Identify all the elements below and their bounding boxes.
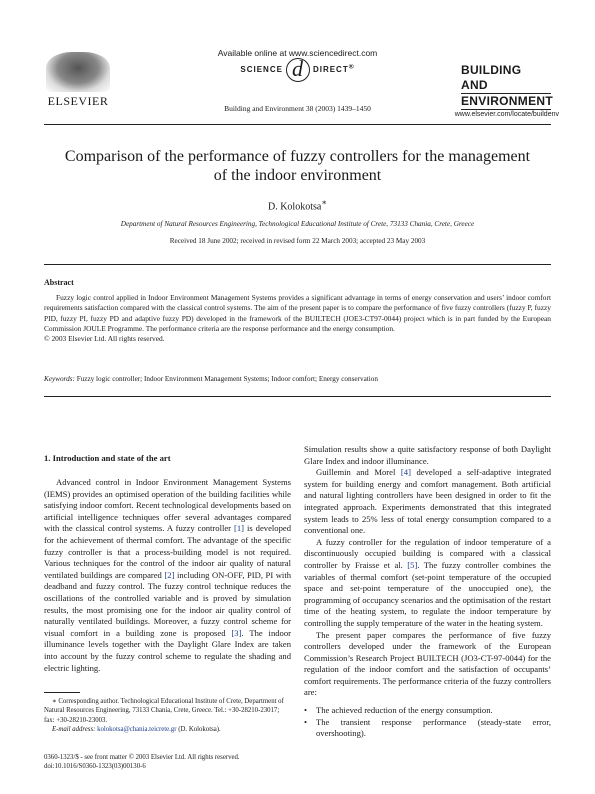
sd-left: SCIENCE [240,65,283,75]
email-link[interactable]: kolokotsa@chania.teicrete.gr [97,726,177,734]
elsevier-logo [44,52,112,109]
email-label: E-mail address: [52,726,96,734]
paragraph-continued: Simulation results show a quite satisfactory response of both Daylight Glare Index and indoor illuminance. [304,444,551,466]
keywords-list: Fuzzy logic controller; Indoor Environment Management Systems; Indoor comfort; Energy conservation [76,375,378,383]
citation-link[interactable]: [1] [234,523,245,534]
text-span: is developed for the achievement of thermal comfort. The advantage of the specific fuzzy controller is that a process-building model is not required. Various techniques for the control of the indoor air quality of natural ventilated buildings are compared [44,523,291,580]
journal-url[interactable]: www.elsevier.com/locate/buildenv [454,111,559,118]
section-heading: 1. Introduction and state of the art [44,453,171,463]
elsevier-tree-icon [46,52,110,92]
journal-logo-line1: BUILDING AND [461,63,551,94]
footnote [44,697,291,735]
keywords-label: Keywords: [44,375,75,383]
bullet-item: • The achieved reduction of the energy consumption. [304,705,551,717]
footnote-email-line [44,725,291,734]
journal-logo [461,63,553,108]
abstract-copyright: © 2003 Elsevier Ltd. All rights reserved. [44,334,165,344]
abstract-divider-bottom [44,396,551,397]
author-name: D. Kolokotsa [267,201,322,213]
doi-line[interactable]: doi:10.1016/S0360-1323(03)00130-6 [44,763,146,771]
footnote-divider [44,692,80,693]
author-line [0,197,595,212]
journal-logo-line2: ENVIRONMENT [461,94,553,108]
available-online-line: Available online at www.sciencedirect.com [217,48,378,58]
bullet-item: • The transient response performance (steady-state error, overshooting). [304,717,551,740]
header-divider [44,124,551,125]
sd-tm: ® [348,63,355,71]
text-span: A fuzzy controller for the regulation of indoor temperature of a discontinuously occupied building is compared with a classical controller by Fraisse et al. [304,536,551,570]
keywords [44,375,378,383]
paragraph-2 [304,467,551,537]
citation-link[interactable]: [5] [407,559,418,570]
citation-link[interactable]: [3] [231,627,242,638]
text-span: . The fuzzy controller combines the variables of thermal comfort (set-point temperature of the occupied space and set-point temperature of the unoccupied one), the programming of occupancy scenarios and the optimisation of the restart time of the heating system, to regulate the indoor temperature by controlling the supply temperature of the water in the heating system. [304,559,551,628]
sd-d-mark: d [286,58,310,82]
text-span: including ON-OFF, PID, PI with deadband and fuzzy control. The fuzzy control technique reduces the oscillations of the controlled variable and is proved by simulation results, the most promising one for the indoor air quality control of naturally ventilated buildings. Moreover, a fuzzy control scheme for visual comfort in a building zone is proposed [44,569,291,638]
citation-link[interactable]: [2] [164,569,175,580]
text-span: Guillemin and Morel [316,467,401,478]
sd-right: DIRECT [312,65,349,75]
journal-citation: Building and Environment 38 (2003) 1439–1450 [224,104,371,113]
abstract-body [44,293,551,344]
abstract-heading: Abstract [44,278,74,287]
abstract-text: Fuzzy logic control applied in Indoor Environment Management Systems provides a significant advantage in terms of energy conservation and users’ indoor comfort requirements satisfaction compared with the classical control systems. The aim of the present paper is to compare the performance of five fuzzy controllers (fuzzy P, fuzzy PID, fuzzy PI, fuzzy PD and adaptive fuzzy PD) developed in the framework of the BUILTECH (JOE3-CT97-0044) project which is in part funded by the European Commission JOULE Programme. The performance criteria are the response performance and the energy consumption. [44,293,551,333]
text-span: Advanced control in Indoor Environment Management Systems (IEMS) provides an optimised operation of the building facilities while satisfying indoor comfort. Recent technological developments based on artificial intelligence techniques offer several advantages compared with the classical control systems. A fuzzy controller [44,477,291,534]
issn-line: 0360-1323/$ - see front matter © 2003 Elsevier Ltd. All rights reserved. [44,754,240,761]
author-mark: ∗ [321,198,327,207]
citation-link[interactable]: [4] [400,467,411,478]
affiliation: Department of Natural Resources Engineering, Technological Educational Institute of Crete, 73133 Chania, Crete, Greece [120,220,475,228]
paragraph-4: The present paper compares the performance of five fuzzy controllers developed under the framework of the European Commission’s Research Project BUILTECH (JO3-CT-97-0044) for the regulation of the indoor comfort and the satisfaction of occupants’ comfort requirements. The performance criteria of the fuzzy controllers are: [304,629,551,698]
abstract-divider-top [44,264,551,265]
front-matter [44,753,240,772]
paragraph-1 [44,477,291,674]
paragraph-3 [304,537,551,630]
publisher-name: ELSEVIER [47,94,109,108]
text-span: . The indoor illuminance levels together with the Daylight Glare Index are taken into account by the fuzzy control scheme to regulate the shading and electric lighting. [44,627,291,673]
email-suffix: (D. Kolokotsa). [176,726,221,734]
text-span: developed a self-adaptive integrated system for building energy and comfort management. Both artificial and natural lighting controllers have been designed in order to fit the integrated approach. Experiments demonstrated that this integrated system leads to 25% less of total energy consumption compared to a conventional one. [304,467,551,536]
right-column [304,444,551,740]
footnote-text: ∗ Corresponding author. Technological Educational Institute of Crete, Department of Natural Resources Engineering, 73133 Chania, Crete, Greece. Tel.: +30-28210-23017; fax: +30-28210-23003. [44,698,284,724]
article-dates: Received 18 June 2002; received in revised form 22 March 2003; accepted 23 May 2003 [169,237,426,245]
left-column [44,477,291,674]
article-title: Comparison of the performance of fuzzy controllers for the management of the indoor environment [64,148,531,184]
